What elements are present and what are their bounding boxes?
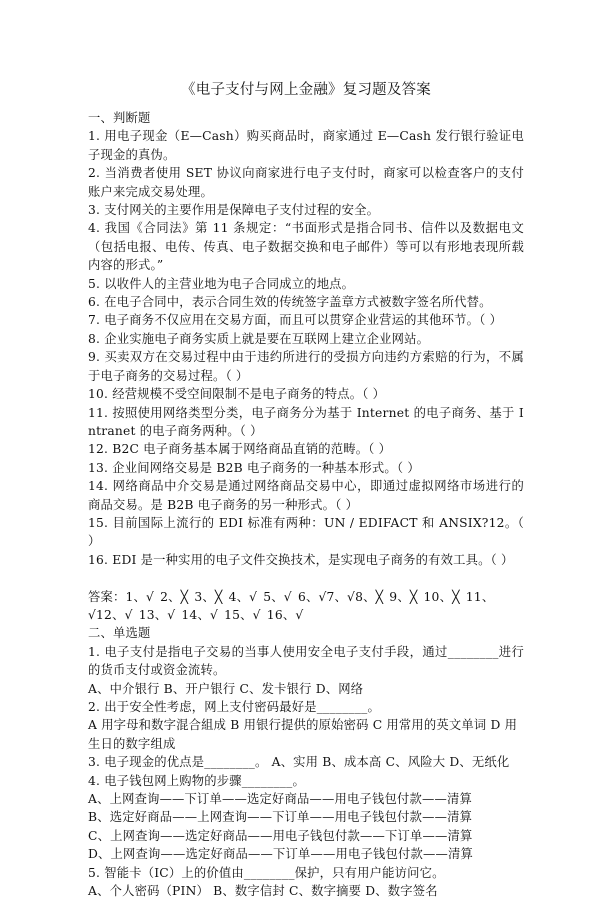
blank-line [88, 569, 524, 587]
section-heading-true-false: 一、判断题 [88, 111, 151, 125]
question-options: A、中介银行 B、开户银行 C、发卡银行 D、网络 [88, 681, 364, 696]
question-item: 9. 买卖双方在交易过程中由于违约所进行的受损方向违约方索赔的行为，不属于电子商务的交易过程。（ ） [88, 350, 524, 383]
question-option: A、上网查询——下订单——选定好商品——用电子钱包付款——清算 [88, 792, 472, 807]
question-item: 12. B2C 电子商务基本属于网络商品直销的范畴。（ ） [88, 442, 392, 457]
question-item: 16. EDI 是一种实用的电子文件交换技术，是实现电子商务的有效工具。（ ） [88, 552, 514, 567]
question-options: A 用字母和数字混合組成 B 用银行提供的原始密码 C 用常用的英文单词 D 用生日的数字组成 [88, 718, 518, 751]
true-false-list [88, 127, 524, 569]
question-item: 6. 在电子合同中，表示合同生效的传统签字盖章方式被数字签名所代替。 [88, 295, 492, 310]
question-item: 5. 以收件人的主营业地为电子合同成立的地点。 [88, 276, 355, 291]
question-stem: 2. 出于安全性考虑，网上支付密码最好是________。 [88, 699, 380, 714]
question-item: 13. 企业间网络交易是 B2B 电子商务的一种基本形式。（ ） [88, 460, 420, 475]
question-item: 7. 电子商务不仅应用在交易方面，而且可以贯穿企业营运的其他环节。（ ） [88, 313, 503, 328]
question-option: B、选定好商品——上网查询——下订单——用电子钱包付款——清算 [88, 810, 473, 825]
question-stem: 1. 电子支付是指电子交易的当事人使用安全电子支付手段，通过________进行的货币支付或资金流转。 [88, 644, 524, 678]
question-item: 2. 当消费者使用 SET 协议向商家进行电子支付时，商家可以检查客户的支付账户来完成交易处理。 [88, 166, 524, 199]
document-title: 《电子支付与网上金融》复习题及答案 [181, 82, 431, 98]
question-stem: 3. 电子现金的优点是________。 A、实用 B、成本高 C、风险大 D、无纸化 [88, 755, 510, 770]
question-stem: 4. 电子钱包网上购物的步骤________。 [88, 773, 305, 788]
question-options: A、个人密码（PIN） B、数字信封 C、数字摘要 D、数字签名 [88, 884, 438, 899]
question-item: 10. 经营规模不受空间限制不是电子商务的特点。（ ） [88, 387, 386, 402]
question-item: 11. 按照使用网络类型分类，电子商务分为基于 Internet 的电子商务、基于 Intranet 的电子商务两种。（ ） [88, 405, 524, 438]
question-item: 1. 用电子现金（E—Cash）购买商品时，商家通过 E—Cash 发行银行验证电子现金的真伪。 [88, 129, 524, 162]
document-page [88, 80, 524, 900]
question-item: 4. 我国《合同法》第 11 条规定：“书面形式是指合同书、信件以及数据电文（包括电报、电传、传真、电子数据交换和电子邮件）等可以有形地表现所载内容的形式。” [88, 221, 524, 273]
question-item: 15. 目前国际上流行的 EDI 标准有两种：UN / EDIFACT 和 ANSIX?12。（ ） [88, 515, 524, 549]
section-heading-single-choice: 二、单选题 [88, 626, 151, 641]
single-choice-list [88, 643, 524, 900]
question-option: C、上网查询——选定好商品——用电子钱包付款——下订单——清算 [88, 828, 473, 843]
question-item: 8. 企业实施电子商务实质上就是要在互联网上建立企业网站。 [88, 331, 430, 346]
question-item: 3. 支付网关的主要作用是保障电子支付过程的安全。 [88, 203, 380, 218]
question-item: 14. 网络商品中介交易是通过网络商品交易中心，即通过虚拟网络市场进行的商品交易。是 B2B 电子商务的另一种形式。（ ） [88, 479, 524, 512]
question-option: D、上网查询——选定好商品——下订单——用电子钱包付款——清算 [88, 847, 473, 862]
answer-key: 答案：1、√ 2、╳ 3、╳ 4、√ 5、√ 6、√7、√8、╳ 9、╳ 10、╳ 11、√12、√ 13、√ 14、√ 15、√ 16、√ [88, 589, 495, 622]
question-stem: 5. 智能卡（IC）上的价值由________保护，只有用户能访问它。 [88, 865, 445, 880]
